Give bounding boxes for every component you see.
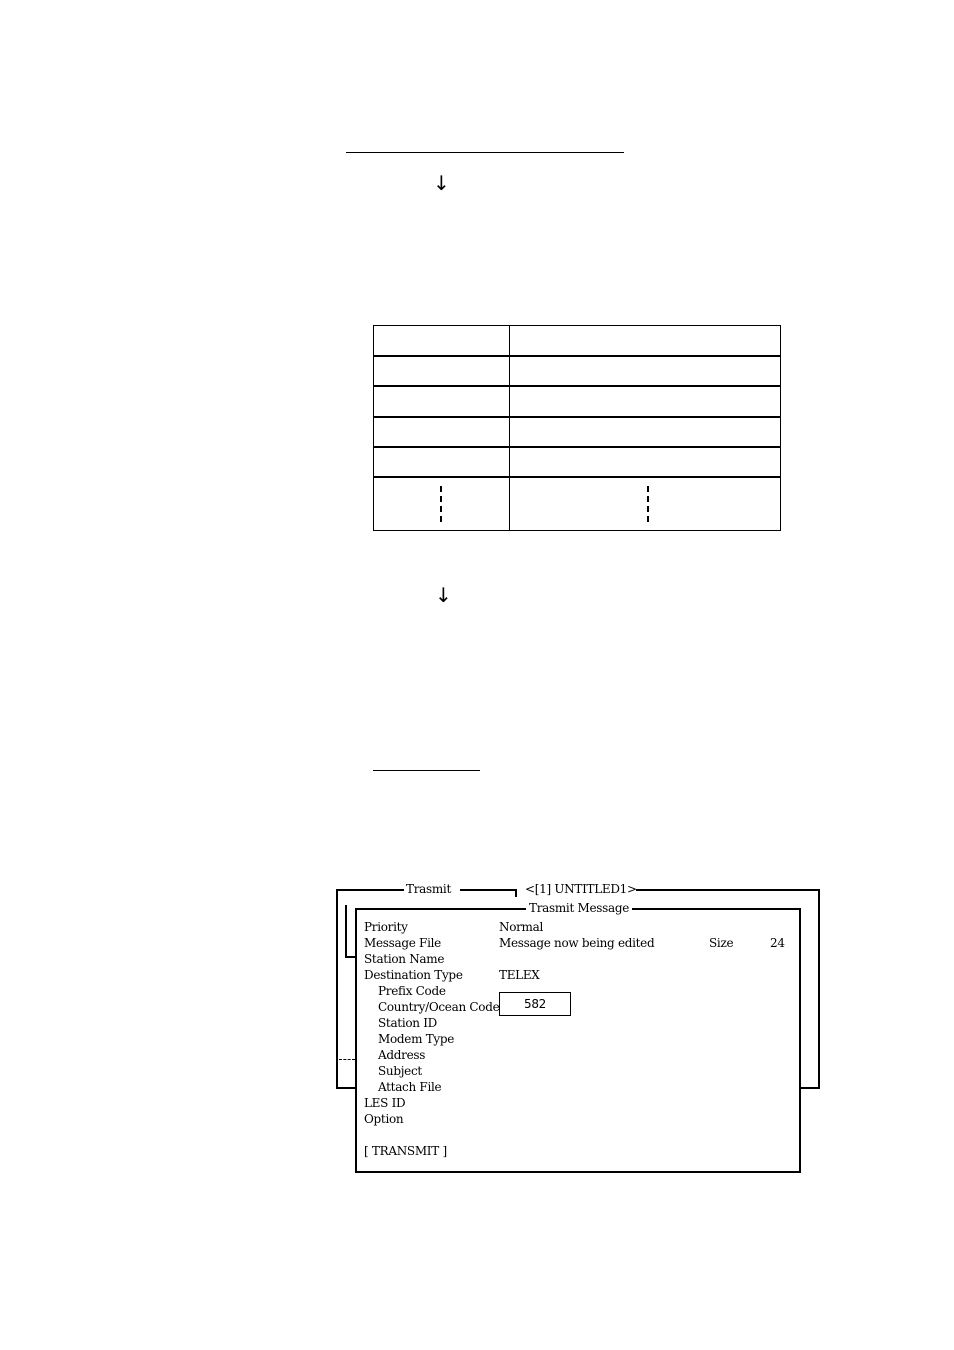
field-label-option[interactable]: Option xyxy=(364,1112,404,1126)
outer-frame-inner-foot xyxy=(345,956,355,958)
transmit-menu-title[interactable]: Trasmit xyxy=(406,882,451,896)
field-label-destination-type[interactable]: Destination Type xyxy=(364,968,463,982)
table-row-divider xyxy=(374,476,780,478)
outer-frame-dash xyxy=(339,1059,355,1060)
continuation-dash-left xyxy=(440,486,442,522)
continuation-dash-right xyxy=(647,486,649,522)
table-row-divider xyxy=(374,355,780,357)
field-label-prefix-code[interactable]: Prefix Code xyxy=(378,984,446,998)
empty-table xyxy=(373,325,781,531)
outer-frame-inner-left xyxy=(345,905,347,957)
size-label: Size xyxy=(709,936,734,950)
table-row-divider xyxy=(374,416,780,418)
field-label-les-id[interactable]: LES ID xyxy=(364,1096,406,1110)
table-row-divider xyxy=(374,446,780,448)
transmit-button[interactable]: [ TRANSMIT ] xyxy=(364,1144,447,1158)
field-label-station-id[interactable]: Station ID xyxy=(378,1016,437,1030)
field-value-priority: Normal xyxy=(499,920,544,934)
field-label-attach-file[interactable]: Attach File xyxy=(378,1080,442,1094)
field-label-address[interactable]: Address xyxy=(378,1048,426,1062)
heading-underline-top xyxy=(346,152,624,153)
field-value-message-file: Message now being edited xyxy=(499,936,655,950)
outer-frame-top-left xyxy=(336,889,404,891)
field-value-destination-type: TELEX xyxy=(499,968,540,982)
down-arrow-icon: ↓ xyxy=(433,171,450,195)
heading-underline-mid xyxy=(373,770,480,771)
field-label-station-name[interactable]: Station Name xyxy=(364,952,445,966)
dialog-title: Trasmit Message xyxy=(526,901,632,915)
size-value: 24 xyxy=(770,936,785,950)
outer-frame-top-right xyxy=(636,889,820,891)
field-label-message-file[interactable]: Message File xyxy=(364,936,441,950)
field-label-country-ocean-code[interactable]: Country/Ocean Code xyxy=(378,1000,500,1014)
file-tab-title[interactable]: <[1] UNTITLED1> xyxy=(525,882,637,896)
country-ocean-code-input[interactable]: 582 xyxy=(499,992,571,1016)
field-label-modem-type[interactable]: Modem Type xyxy=(378,1032,455,1046)
field-label-subject[interactable]: Subject xyxy=(378,1064,422,1078)
table-row-divider xyxy=(374,385,780,387)
outer-frame-top-mid xyxy=(460,889,515,891)
field-label-priority[interactable]: Priority xyxy=(364,920,408,934)
outer-frame-tick xyxy=(515,889,517,897)
down-arrow-icon: ↓ xyxy=(435,583,452,607)
